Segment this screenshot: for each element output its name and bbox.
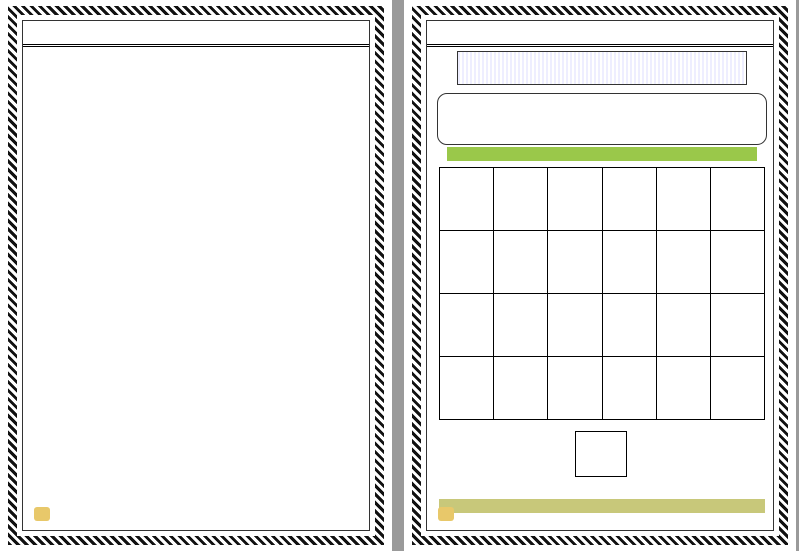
note-bar xyxy=(439,499,765,513)
page-header xyxy=(427,21,773,47)
page-header xyxy=(23,21,369,47)
letter-cell xyxy=(494,357,548,420)
letter-cell xyxy=(711,231,765,294)
left-page xyxy=(0,0,392,551)
letter-cell xyxy=(603,231,657,294)
letter-cell xyxy=(711,294,765,357)
guide-box xyxy=(437,93,767,145)
letter-cell xyxy=(440,168,494,231)
letter-cell xyxy=(494,168,548,231)
letter-cell xyxy=(548,294,602,357)
letter-cell xyxy=(548,168,602,231)
letter-cell xyxy=(548,357,602,420)
page-number xyxy=(438,507,454,521)
letter-cell xyxy=(711,168,765,231)
letter-cell-ya xyxy=(575,431,627,477)
page-frame xyxy=(22,20,370,531)
letter-cell xyxy=(440,357,494,420)
letter-cell xyxy=(657,231,711,294)
letter-cell xyxy=(440,231,494,294)
right-page xyxy=(404,0,796,551)
letter-cell xyxy=(711,357,765,420)
letter-cell xyxy=(603,294,657,357)
letter-cell xyxy=(494,294,548,357)
letter-cell xyxy=(657,357,711,420)
letter-cell xyxy=(603,168,657,231)
letter-cell xyxy=(494,231,548,294)
page-number xyxy=(34,507,50,521)
letter-cell xyxy=(440,294,494,357)
letters-heading xyxy=(447,147,757,161)
letters-grid xyxy=(439,167,765,420)
letter-cell xyxy=(548,231,602,294)
letter-cell xyxy=(603,357,657,420)
letter-cell xyxy=(657,294,711,357)
page-frame xyxy=(426,20,774,531)
basmala-calligraphy xyxy=(457,51,747,85)
letter-cell xyxy=(657,168,711,231)
